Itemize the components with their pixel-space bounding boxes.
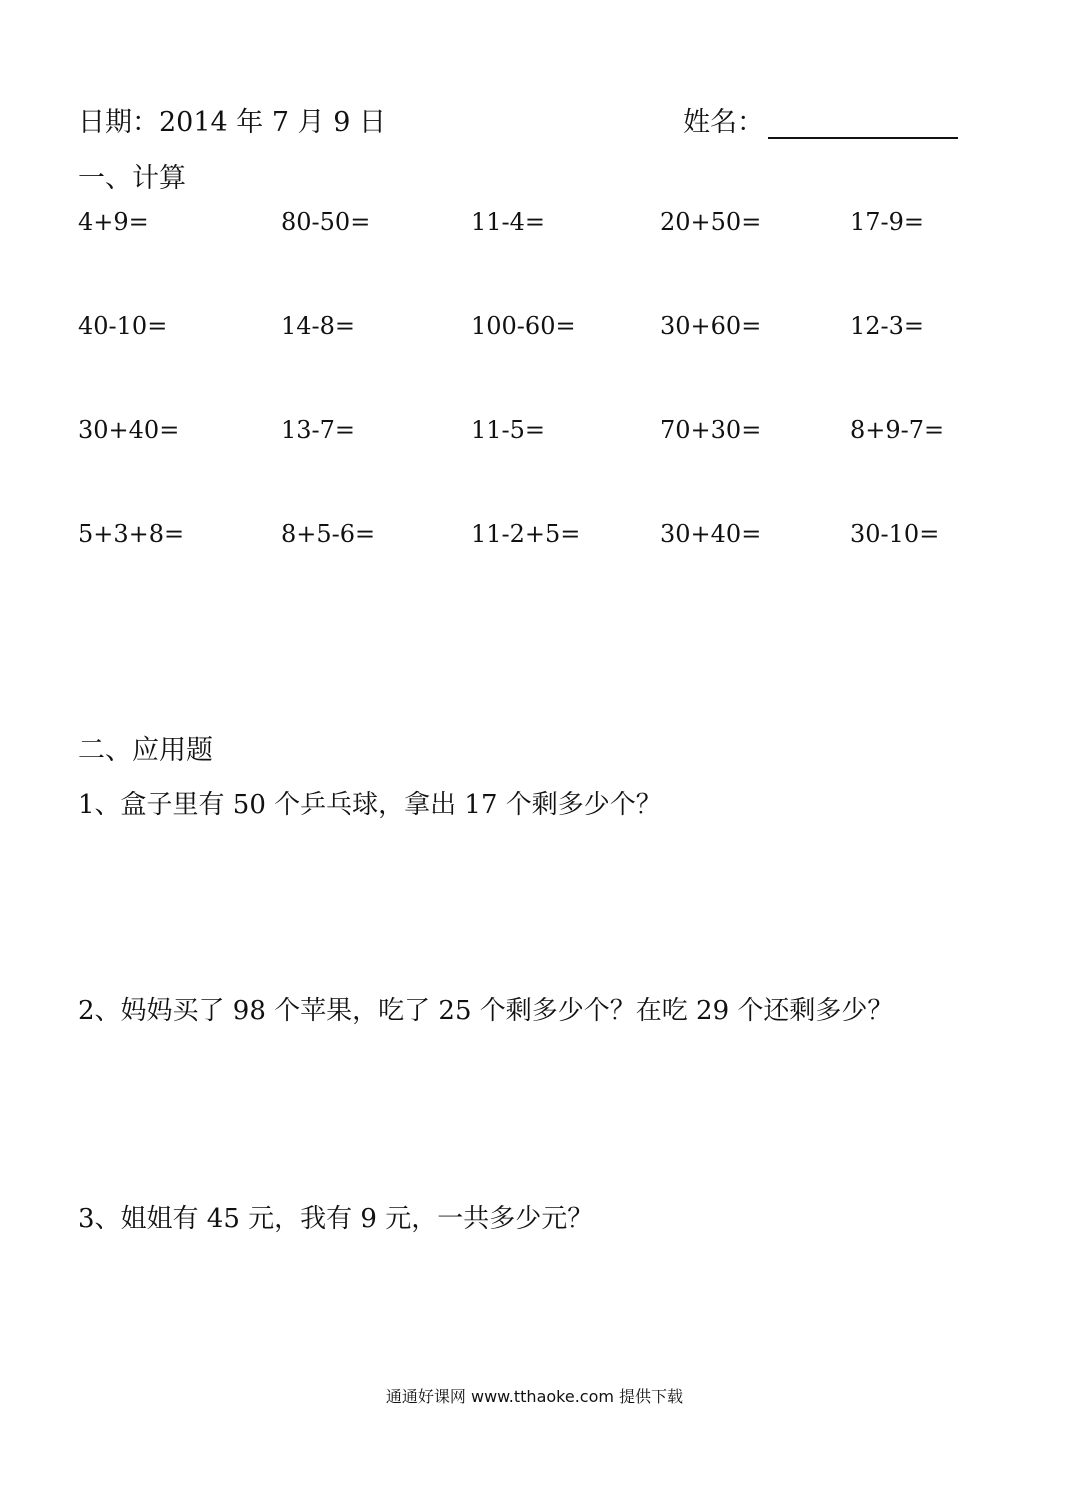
calc-problem: 70+30= — [660, 416, 762, 444]
calc-problem: 20+50= — [660, 208, 762, 236]
calc-problem: 40-10= — [78, 312, 168, 340]
word-problem-1: 1、盒子里有 50 个乒乓球，拿出 17 个剩多少个？ — [78, 790, 662, 820]
calc-problem: 13-7= — [281, 416, 356, 444]
calc-grid — [78, 208, 978, 624]
calc-problem: 5+3+8= — [78, 520, 185, 548]
calc-row — [78, 416, 978, 520]
calc-row — [78, 312, 978, 416]
section-word-problems-title: 二、应用题 — [78, 735, 213, 766]
date-text: 日期：2014 年 7 月 9 日 — [78, 107, 386, 138]
calc-problem: 12-3= — [850, 312, 925, 340]
section-calc-title: 一、计算 — [78, 163, 186, 194]
calc-problem: 11-4= — [471, 208, 546, 236]
word-problem-3: 3、姐姐有 45 元，我有 9 元，一共多少元？ — [78, 1204, 594, 1234]
calc-problem: 14-8= — [281, 312, 356, 340]
calc-problem: 8+9-7= — [850, 416, 945, 444]
word-problem-2: 2、妈妈买了 98 个苹果，吃了 25 个剩多少个？在吃 29 个还剩多少？ — [78, 996, 894, 1026]
calc-problem: 80-50= — [281, 208, 371, 236]
footer-credit: 通通好课网 www.tthaoke.com 提供下载 — [385, 1387, 684, 1406]
calc-problem: 30+40= — [78, 416, 180, 444]
calc-problem: 17-9= — [850, 208, 925, 236]
name-field — [683, 100, 958, 139]
calc-row — [78, 520, 978, 624]
calc-problem: 30+40= — [660, 520, 762, 548]
calc-problem: 30-10= — [850, 520, 940, 548]
calc-problem: 4+9= — [78, 208, 149, 236]
calc-problem: 100-60= — [471, 312, 576, 340]
calc-problem: 8+5-6= — [281, 520, 376, 548]
calc-problem: 11-2+5= — [471, 520, 581, 548]
calc-problem: 11-5= — [471, 416, 546, 444]
header — [78, 100, 978, 144]
calc-problem: 30+60= — [660, 312, 762, 340]
name-blank-line[interactable] — [768, 107, 958, 139]
name-label: 姓名： — [683, 107, 764, 138]
calc-row — [78, 208, 978, 312]
